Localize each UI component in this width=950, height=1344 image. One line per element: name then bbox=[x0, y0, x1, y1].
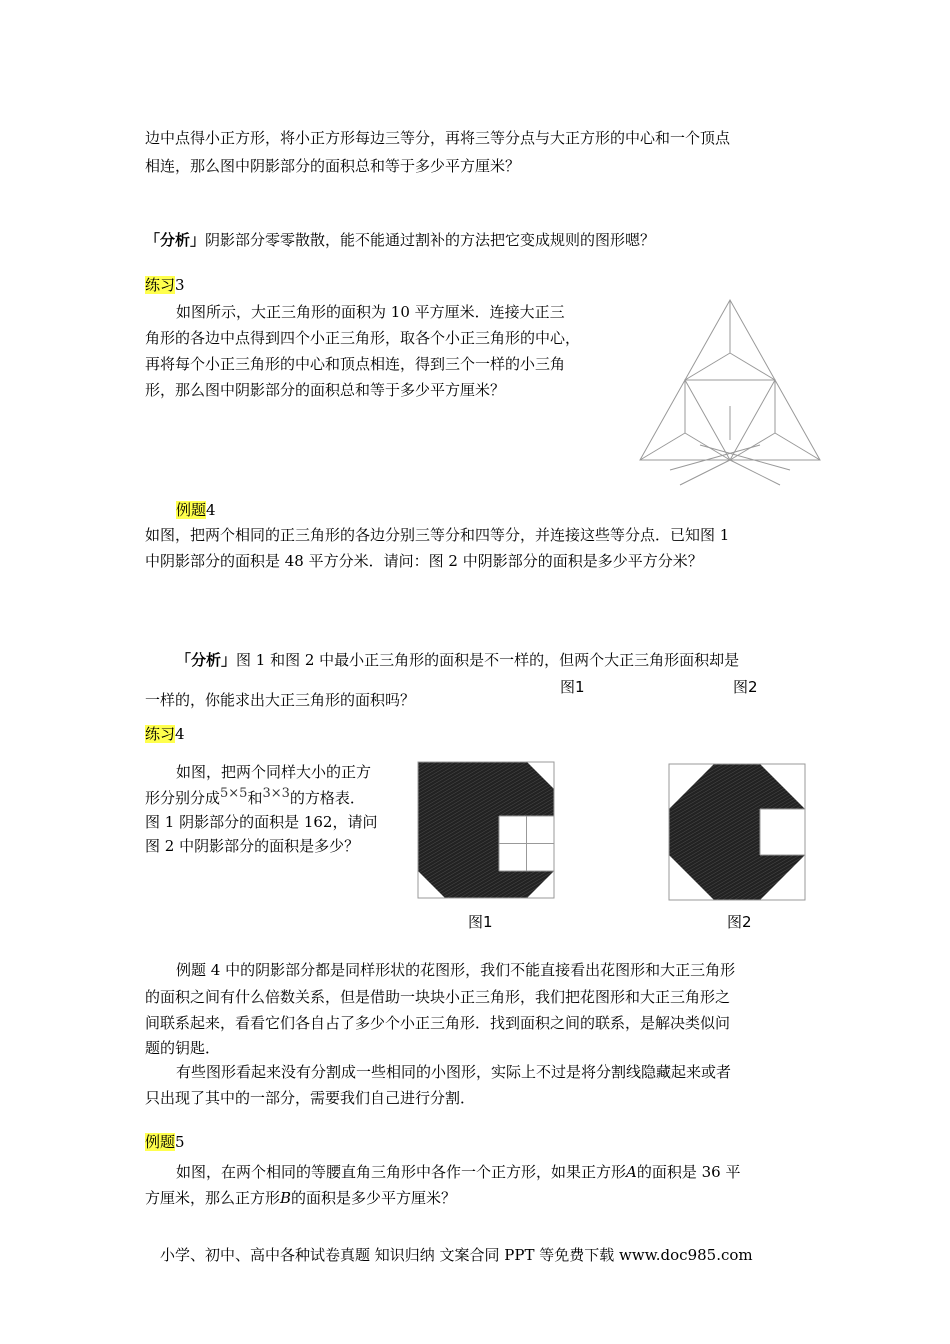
example-4-text: 如图，把两个相同的正三角形的各边分别三等分和四等分，并连接这些等分点．已知图 1 bbox=[145, 526, 730, 544]
practice-4-text: 图 1 阴影部分的面积是 162，请问 bbox=[145, 813, 378, 831]
example-number: 4 bbox=[206, 501, 216, 519]
figure-caption: 图1 bbox=[468, 913, 493, 931]
figure-caption: 图2 bbox=[733, 678, 758, 696]
page-footer: 小学、初中、高中各种试卷真题 知识归纳 文案合同 PPT 等免费下载 www.doc985.com bbox=[160, 1246, 753, 1264]
analysis-text: 一样的，你能求出大正三角形的面积吗？ bbox=[145, 691, 416, 709]
figure-caption: 图1 bbox=[560, 678, 585, 696]
summary-text: 只出现了其中的一部分，需要我们自己进行分割． bbox=[145, 1089, 476, 1107]
analysis-paragraph bbox=[145, 228, 655, 252]
practice-3-triangle-figure bbox=[640, 300, 820, 500]
practice-4-heading bbox=[145, 722, 185, 746]
example-5-text bbox=[176, 1160, 740, 1184]
practice-3-text: 角形的各边中点得到四个小正三角形，取各个小正三角形的中心， bbox=[145, 329, 581, 347]
practice-3-text: 形，那么图中阴影部分的面积总和等于多少平方厘米？ bbox=[145, 381, 506, 399]
example-4-text: 中阴影部分的面积是 48 平方分米．请问：图 2 中阴影部分的面积是多少平方分米？ bbox=[145, 552, 703, 570]
example-4-heading bbox=[176, 498, 216, 522]
practice-label: 练习 bbox=[145, 276, 176, 294]
summary-text: 有些图形看起来没有分割成一些相同的小图形，实际上不过是将分割线隐藏起来或者 bbox=[176, 1063, 732, 1081]
practice-number: 4 bbox=[175, 725, 185, 743]
analysis-text: 阴影部分零零散散，能不能通过割补的方法把它变成规则的图形嗯？ bbox=[205, 231, 656, 249]
summary-text: 间联系起来，看看它们各自占了多少个小正三角形．找到面积之间的联系，是解决类似问 bbox=[145, 1014, 731, 1032]
variable-b: B bbox=[280, 1189, 292, 1207]
practice-3-text: 再将每个小正三角形的中心和顶点相连，得到三个一样的小三角 bbox=[145, 355, 566, 373]
example-number: 5 bbox=[175, 1133, 185, 1151]
analysis-paragraph bbox=[176, 648, 739, 672]
practice-4-figure-1 bbox=[418, 762, 554, 898]
example-label: 例题 bbox=[145, 1133, 176, 1151]
example-5-text bbox=[145, 1186, 456, 1210]
practice-label: 练习 bbox=[145, 725, 176, 743]
grid-size-3x3: 3×3 bbox=[262, 786, 290, 801]
summary-text: 题的钥匙． bbox=[145, 1039, 221, 1057]
analysis-text: 图 1 和图 2 中最小正三角形的面积是不一样的，但两个大正三角形面积却是 bbox=[236, 651, 740, 669]
practice-4-text: 如图，把两个同样大小的正方 bbox=[176, 763, 372, 781]
practice-4-text: 图 2 中阴影部分的面积是多少？ bbox=[145, 837, 360, 855]
practice-3-heading bbox=[145, 273, 185, 297]
practice-4-figure-2 bbox=[669, 764, 805, 900]
practice-4-text-part: 形分别分成 bbox=[145, 789, 221, 807]
problem-text-line: 边中点得小正方形，将小正方形每边三等分，再将三等分点与大正方形的中心和一个顶点 bbox=[145, 129, 731, 147]
example-label: 例题 bbox=[176, 501, 207, 519]
example-5-text-part: 如图，在两个相同的等腰直角三角形中各作一个正方形，如果正方形 bbox=[176, 1163, 627, 1181]
practice-3-text: 如图所示，大正三角形的面积为 10 平方厘米．连接大正三 bbox=[176, 303, 565, 321]
practice-number: 3 bbox=[175, 276, 185, 294]
summary-text: 例题 4 中的阴影部分都是同样形状的花图形，我们不能直接看出花图形和大正三角形 bbox=[176, 961, 736, 979]
grid-size-5x5: 5×5 bbox=[220, 786, 248, 801]
example-5-text-part: 的面积是 36 平 bbox=[636, 1163, 741, 1181]
practice-4-text-part: 和 bbox=[247, 789, 263, 807]
example-5-heading bbox=[145, 1130, 185, 1154]
variable-a: A bbox=[626, 1163, 637, 1181]
practice-4-text bbox=[145, 786, 365, 812]
example-5-text-part: 的面积是多少平方厘米？ bbox=[291, 1189, 457, 1207]
summary-text: 的面积之间有什么倍数关系，但是借助一块块小正三角形，我们把花图形和大正三角形之 bbox=[145, 988, 731, 1006]
problem-text-line: 相连，那么图中阴影部分的面积总和等于多少平方厘米？ bbox=[145, 157, 521, 175]
figure-caption: 图2 bbox=[727, 913, 752, 931]
analysis-tag: 「分析」 bbox=[145, 231, 206, 249]
practice-4-text-part: 的方格表． bbox=[289, 789, 365, 807]
example-5-text-part: 方厘米，那么正方形 bbox=[145, 1189, 281, 1207]
analysis-tag: 「分析」 bbox=[176, 651, 237, 669]
